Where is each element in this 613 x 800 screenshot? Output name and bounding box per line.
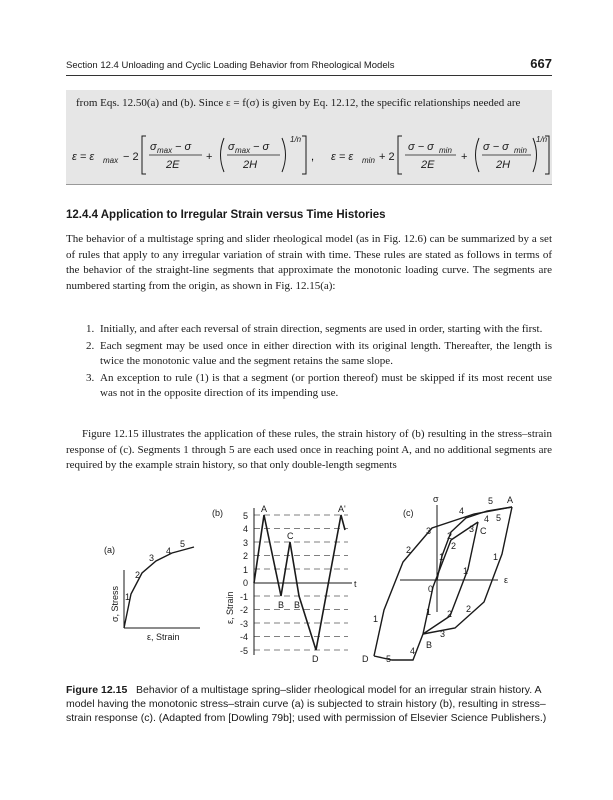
section-title: Section 12.4 Unloading and Cyclic Loading Behavior from Rheological Models [66,60,395,71]
panel-c-seg: 5 [488,496,494,506]
panel-c-seg: 1 [439,552,445,562]
eq1-lhs: ε = ε [72,151,95,163]
panel-b-tick: 1 [243,565,249,575]
panel-b-label: (b) [212,508,223,518]
panel-c-seg: 2 [406,545,412,555]
panel-c-unload-to-D [374,634,423,660]
eq1-lhs-sub: max [103,156,119,165]
panel-a-seg-2: 2 [135,570,141,580]
panel-a-seg-4: 4 [166,546,172,556]
panel-c-seg: 4 [459,506,465,516]
panel-b-tick: 5 [243,511,249,521]
panel-b-xlabel: t [354,579,357,589]
panel-c-seg: 2 [447,531,453,541]
panel-b-tick: 4 [243,524,249,534]
panel-b-tick: 0 [243,578,249,588]
panel-a-seg-3: 3 [149,553,155,563]
panel-a-label: (a) [104,545,115,555]
paragraph-2: Figure 12.15 illustrates the application of these rules, the strain history of (b) resulting in the stress–strain response of (c). Segments 1 through 5 are each used once in reaching point A, and no additional segments are required by the example strain history, so that only double-length segments [66,428,552,471]
panel-c [362,494,513,664]
panel-a-seg-5: 5 [180,539,186,549]
panel-b-tick: 2 [243,551,249,561]
eq2-num2: σ − σ [483,141,509,153]
panel-b-ylabel: ε, Strain [225,591,235,624]
panel-a-ylabel: σ, Stress [110,585,120,622]
panel-b-point-A: A [261,504,268,514]
caption-label: Figure 12.15 [66,684,128,696]
panel-c-xlabel: ε [504,575,509,585]
rule-text: Initially, and after each reversal of strain direction, segments are used in order, starting with the first. [100,323,543,335]
section-heading: 12.4.4 Application to Irregular Strain versus Time Histories [66,209,386,221]
panel-c-point-A: A [507,495,514,505]
panel-b [212,504,357,664]
rule-number: 2. [86,340,95,352]
box-intro: from Eqs. 12.50(a) and (b). Since ε = f(σ) is given by Eq. 12.12, the specific relationships needed are [76,97,521,109]
panel-b-tick: -1 [240,592,249,602]
panel-b-tick: -2 [240,605,249,615]
eq-separator: , [311,151,315,163]
eq2-lhs: ε = ε [331,151,354,163]
panel-b-ticks [240,511,248,656]
panel-b-tick: -4 [240,632,249,642]
panel-b-point-D: D [312,654,319,664]
panel-c-seg: 1 [373,614,379,624]
panel-b-point-B: B [278,600,285,610]
eq1-minus2: − 2 [123,151,139,163]
panel-b-tick: 3 [243,538,249,548]
panel-b-tick: -5 [240,646,249,656]
panel-b-tick: -3 [240,619,249,629]
panel-c-point-C: C [480,526,487,536]
panel-c-seg: 2 [447,609,453,619]
eq1-num1-rest: − σ [175,141,192,153]
panel-a-seg-1: 1 [125,592,131,602]
panel-c-seg: 5 [496,513,502,523]
eq2-den1: 2E [421,159,435,171]
panel-c-ylabel: σ [433,494,439,504]
eq1-num1: σ [150,141,157,153]
panel-c-label: (c) [403,508,414,518]
eq2-num2-sub: min [514,146,527,155]
eq1-num2: σ [228,141,235,153]
eq1-num1-sub: max [157,146,173,155]
panel-c-seg: 1 [426,607,432,617]
eq2-exponent: 1/n [536,135,548,144]
panel-c-seg: 5 [386,654,392,664]
panel-a-xlabel: ε, Strain [147,632,180,642]
eq2-den2: 2H [496,159,511,171]
panel-b-point-B-prime: B' [294,600,302,610]
panel-c-seg: 1 [463,566,469,576]
rule-number: 1. [86,323,95,335]
page-number: 667 [530,56,552,71]
eq2-lhs-sub: min [362,156,375,165]
figure-caption [66,683,552,725]
panel-c-seg: 2 [466,604,472,614]
eq1-den1: 2E [166,159,180,171]
eq2-plus: + [461,151,468,163]
panel-b-point-C: C [287,531,294,541]
eq2-num1-sub: min [439,146,452,155]
eq2-plus2: + 2 [379,151,395,163]
panel-c-point-D: D [362,654,369,664]
panel-c-seg: 4 [484,514,490,524]
paragraph-1: The behavior of a multistage spring and slider rheological model (as in Fig. 12.6) can be summarized by a set of rules that apply to any irregular variation of strain with time. These rules are stated as follows in terms of the behavior of the straight-line segments that approximate the monotonic loading curve. The segments are numbered starting from the origin, as shown in Fig. 12.15(a): [66,233,552,292]
panel-c-point-B: B [426,640,433,650]
eq1-plus: + [206,151,213,163]
eq2-num1: σ − σ [408,141,434,153]
rule-text: Each segment may be used once in either direction with its original length. Thereafter, the length is twice the monotonic value and the segment retains the same slope. [100,340,552,367]
panel-c-seg: 3 [469,524,475,534]
eq1-num2-rest: − σ [253,141,270,153]
panel-c-seg: 3 [426,526,432,536]
panel-a-monotonic-curve [124,547,194,628]
eq1-den2: 2H [243,159,258,171]
caption-text: Behavior of a multistage spring–slider rheological model for an irregular strain history. A model having the monotonic stress–strain curve (a) is subjected to strain history (b), resulting in stress–strain response (c). (Adapted from [Dowling 79b]; used with permission of Elsevier Science Publishers.) [66,684,547,724]
rule-text: An exception to rule (1) is that a segment (or portion thereof) must be skipped if its most recent use was not in the opposite direction of its impending use. [100,372,552,399]
eq1-num2-sub: max [235,146,251,155]
eq1-exponent: 1/n [290,135,302,144]
panel-c-seg: 3 [440,629,446,639]
panel-c-origin: 0 [428,584,434,594]
panel-c-seg: 1 [493,552,499,562]
panel-c-seg: 2 [451,541,457,551]
panel-c-seg: 4 [410,646,416,656]
panel-a [104,539,200,642]
panel-b-point-A-prime: A' [338,504,346,514]
rule-number: 3. [86,372,95,384]
